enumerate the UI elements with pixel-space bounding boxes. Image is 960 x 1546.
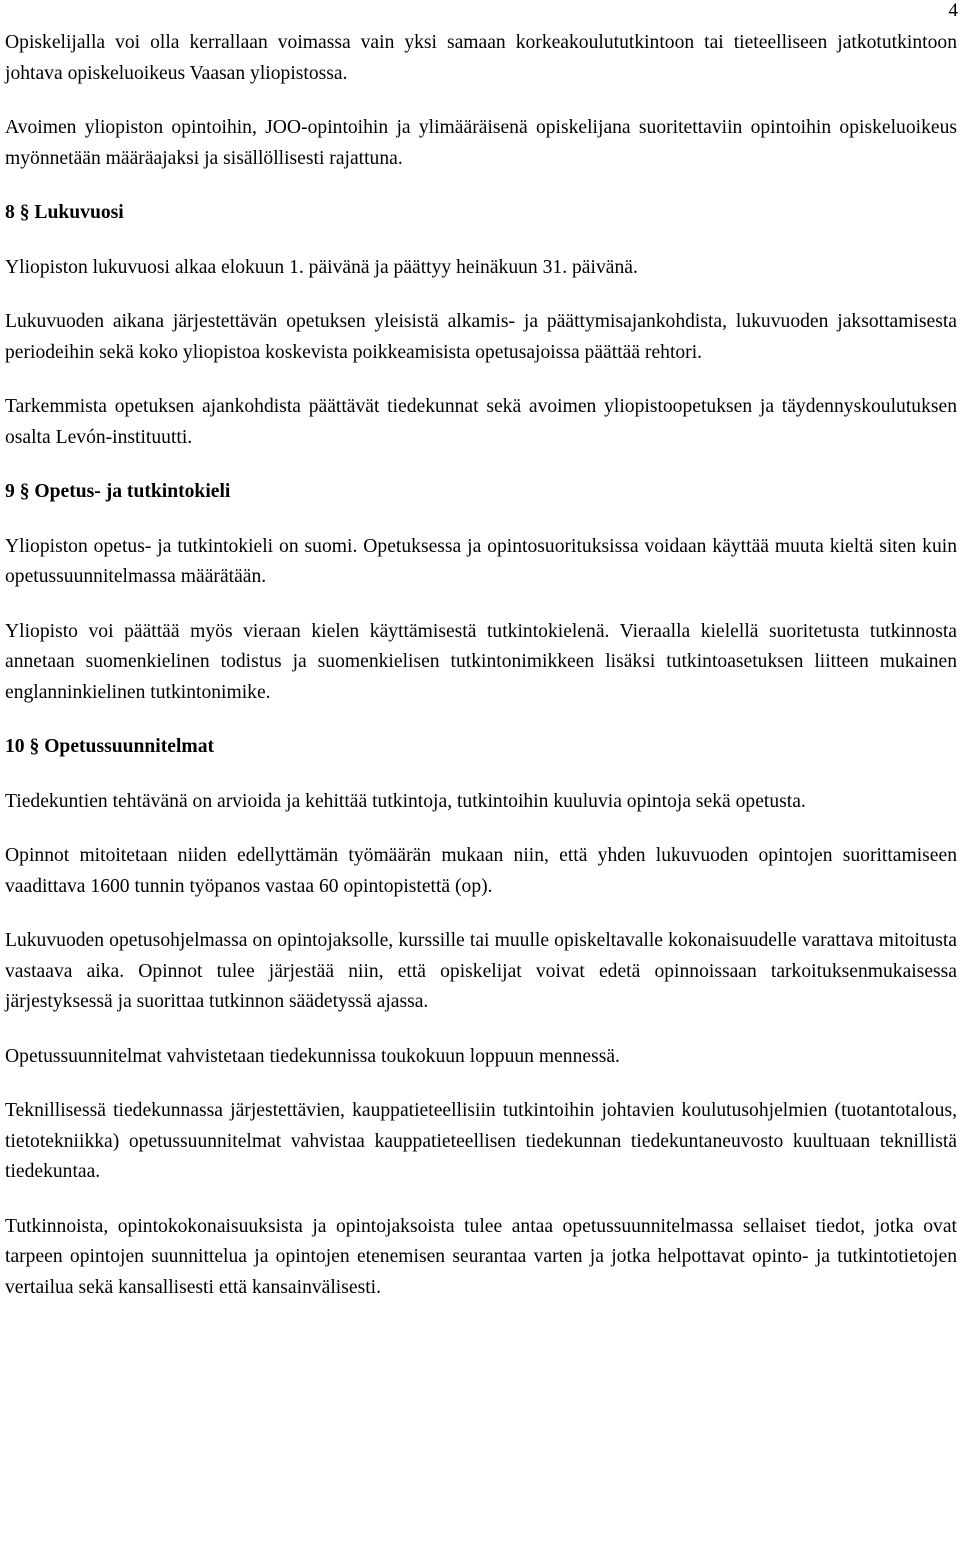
paragraph-foreign-language-degree: Yliopisto voi päättää myös vieraan kielen käyttämisestä tutkintokielenä. Vieraalla kielellä suoritetusta tutkinnosta annetaan suomenkielinen todistus ja suomenkielisen tutkintonimikkeen lisäksi tutkintoasetuksen liitteen mukainen englanninkielinen tutkintonimike.	[5, 620, 957, 703]
paragraph-study-right-limit: Opiskelijalla voi olla kerrallaan voimassa vain yksi samaan korkeakoulututkintoon tai tieteelliseen jatkotutkintoon johtava opiskeluoikeus Vaasan yliopistossa.	[5, 32, 957, 84]
paragraph-teaching-schedule: Tarkemmista opetuksen ajankohdista päättävät tiedekunnat sekä avoimen yliopistoopetuksen ja täydennyskoulutuksen osalta Levón-instituutti.	[5, 396, 957, 448]
section-heading-academic-year: 8 § Lukuvuosi	[5, 202, 124, 223]
section-heading-curricula: 10 § Opetussuunnitelmat	[5, 736, 215, 757]
paragraph-open-university-rights: Avoimen yliopiston opintoihin, JOO-opintoihin ja ylimääräisenä opiskelijana suoritettaviin opintoihin opiskeluoikeus myönnetään määräajaksi ja sisällöllisesti rajattuna.	[5, 117, 957, 169]
document-body	[5, 28, 957, 1303]
paragraph-teaching-language: Yliopiston opetus- ja tutkintokieli on suomi. Opetuksessa ja opintosuorituksissa voidaan käyttää muuta kieltä siten kuin opetussuunnitelmassa määrätään.	[5, 535, 957, 587]
paragraph-teaching-programme: Lukuvuoden opetusohjelmassa on opintojaksolle, kurssille tai muulle opiskeltavalle kokonaisuudelle varattava mitoitusta vastaava aika. Opinnot tulee järjestää niin, että opiskelijat voivat edetä opinnoissaan tarkoituksenmukaisessa järjestyksessä ja suorittaa tutkinnon säädetyssä ajassa.	[5, 930, 957, 1012]
paragraph-workload: Opinnot mitoitetaan niiden edellyttämän työmäärän mukaan niin, että yhden lukuvuoden opintojen suorittamiseen vaadittava 1600 tunnin työpanos vastaa 60 opintopistettä (op).	[5, 845, 957, 897]
section-heading-language: 9 § Opetus- ja tutkintokieli	[5, 481, 231, 502]
paragraph-technical-faculty: Teknillisessä tiedekunnassa järjestettävien, kauppatieteellisiin tutkintoihin johtavien koulutusohjelmien (tuotantotalous, tietotekniikka) opetussuunnitelmat vahvistaa kauppatieteellisen tiedekunnan tiedekuntaneuvosto kuultuaan teknillistä tiedekuntaa.	[5, 1100, 957, 1182]
paragraph-teaching-periods: Lukuvuoden aikana järjestettävän opetuksen yleisistä alkamis- ja päättymisajankohdista, lukuvuoden jaksottamisesta periodeihin sekä koko yliopistoa koskevista poikkeamisista opetusajoissa päättää rehtori.	[5, 311, 957, 363]
paragraph-academic-year-dates: Yliopiston lukuvuosi alkaa elokuun 1. päivänä ja päättyy heinäkuun 31. päivänä.	[5, 256, 638, 278]
paragraph-faculty-duties: Tiedekuntien tehtävänä on arvioida ja kehittää tutkintoja, tutkintoihin kuuluvia opintoja sekä opetusta.	[5, 790, 806, 812]
paragraph-curriculum-approval: Opetussuunnitelmat vahvistetaan tiedekunnissa toukokuun loppuun mennessä.	[5, 1045, 620, 1067]
page-number: 4	[948, 0, 958, 21]
paragraph-curriculum-information: Tutkinnoista, opintokokonaisuuksista ja opintojaksoista tulee antaa opetussuunnitelmassa sellaiset tiedot, jotka ovat tarpeen opintojen suunnittelua ja opintojen etenemisen seurantaa varten ja jotka helpottavat opinto- ja tutkintotietojen vertailua sekä kansallisesti että kansainvälisesti.	[5, 1215, 957, 1298]
